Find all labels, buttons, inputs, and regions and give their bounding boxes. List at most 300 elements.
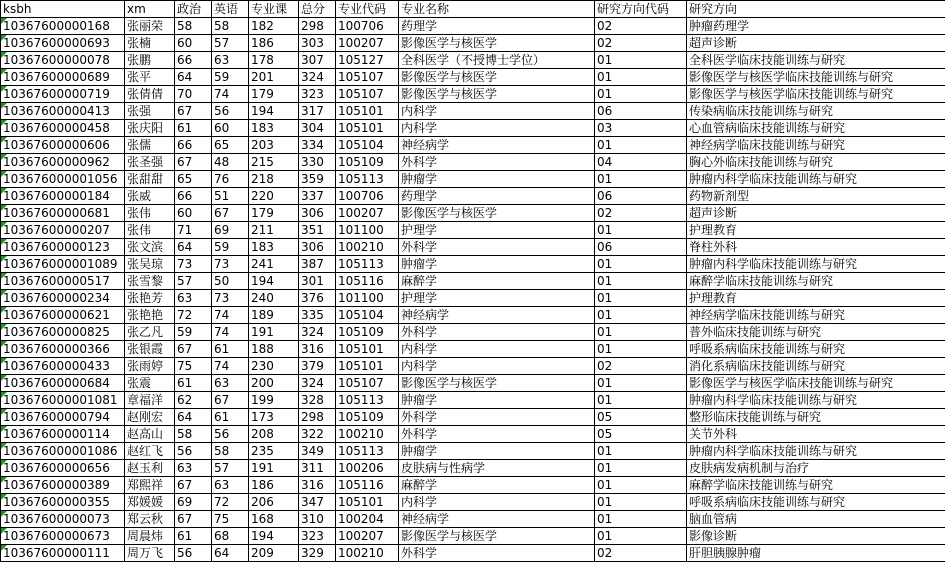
politics-cell[interactable]: 63: [175, 290, 212, 307]
major-name-cell[interactable]: 肿瘤学: [399, 256, 595, 273]
politics-cell[interactable]: 64: [175, 409, 212, 426]
name-cell[interactable]: 赵红飞: [125, 443, 175, 460]
major-name-cell[interactable]: 内科学: [399, 120, 595, 137]
politics-cell[interactable]: 75: [175, 358, 212, 375]
major-course-cell[interactable]: 179: [249, 205, 299, 222]
direction-code-cell[interactable]: 01: [595, 69, 687, 86]
name-cell[interactable]: 张庆阳: [125, 120, 175, 137]
direction-cell[interactable]: 胸心外临床技能训练与研究: [687, 154, 945, 171]
direction-cell[interactable]: 影像医学与核医学临床技能训练与研究: [687, 86, 945, 103]
direction-code-cell[interactable]: 01: [595, 528, 687, 545]
direction-code-cell[interactable]: 02: [595, 18, 687, 35]
english-cell[interactable]: 63: [212, 375, 249, 392]
direction-code-cell[interactable]: 06: [595, 103, 687, 120]
total-cell[interactable]: 359: [299, 171, 336, 188]
ksbh-cell[interactable]: 10367600000078: [1, 52, 125, 69]
english-cell[interactable]: 63: [212, 52, 249, 69]
total-cell[interactable]: 379: [299, 358, 336, 375]
direction-code-cell[interactable]: 01: [595, 256, 687, 273]
major-code-cell[interactable]: 105116: [336, 273, 399, 290]
politics-cell[interactable]: 70: [175, 86, 212, 103]
english-cell[interactable]: 51: [212, 188, 249, 205]
ksbh-cell[interactable]: 10367600000366: [1, 341, 125, 358]
ksbh-cell[interactable]: 10367600000184: [1, 188, 125, 205]
name-cell[interactable]: 张鹏: [125, 52, 175, 69]
name-cell[interactable]: 张威: [125, 188, 175, 205]
major-course-cell[interactable]: 182: [249, 18, 299, 35]
major-name-cell[interactable]: 外科学: [399, 154, 595, 171]
ksbh-cell[interactable]: 10367600000111: [1, 545, 125, 562]
english-cell[interactable]: 56: [212, 426, 249, 443]
total-cell[interactable]: 298: [299, 18, 336, 35]
ksbh-cell[interactable]: 103676000001056: [1, 171, 125, 188]
english-cell[interactable]: 74: [212, 358, 249, 375]
total-cell[interactable]: 317: [299, 103, 336, 120]
name-cell[interactable]: 赵玉利: [125, 460, 175, 477]
politics-cell[interactable]: 58: [175, 18, 212, 35]
politics-cell[interactable]: 67: [175, 154, 212, 171]
politics-cell[interactable]: 66: [175, 52, 212, 69]
english-cell[interactable]: 73: [212, 256, 249, 273]
english-cell[interactable]: 59: [212, 69, 249, 86]
major-name-cell[interactable]: 麻醉学: [399, 273, 595, 290]
total-cell[interactable]: 298: [299, 409, 336, 426]
ksbh-cell[interactable]: 10367600000684: [1, 375, 125, 392]
ksbh-cell[interactable]: 10367600000234: [1, 290, 125, 307]
english-cell[interactable]: 56: [212, 103, 249, 120]
direction-cell[interactable]: 肿瘤内科学临床技能训练与研究: [687, 256, 945, 273]
major-code-cell[interactable]: 105107: [336, 375, 399, 392]
total-cell[interactable]: 334: [299, 137, 336, 154]
major-course-cell[interactable]: 194: [249, 273, 299, 290]
name-cell[interactable]: 张平: [125, 69, 175, 86]
english-cell[interactable]: 67: [212, 205, 249, 222]
direction-code-cell[interactable]: 01: [595, 307, 687, 324]
ksbh-cell[interactable]: 10367600000621: [1, 307, 125, 324]
name-cell[interactable]: 张伟: [125, 205, 175, 222]
politics-cell[interactable]: 66: [175, 188, 212, 205]
direction-cell[interactable]: 护理教育: [687, 222, 945, 239]
name-cell[interactable]: 张雪黎: [125, 273, 175, 290]
major-course-cell[interactable]: 241: [249, 256, 299, 273]
major-course-cell[interactable]: 203: [249, 137, 299, 154]
direction-code-cell[interactable]: 05: [595, 409, 687, 426]
name-cell[interactable]: 张强: [125, 103, 175, 120]
direction-code-cell[interactable]: 02: [595, 358, 687, 375]
major-course-cell[interactable]: 209: [249, 545, 299, 562]
major-name-cell[interactable]: 影像医学与核医学: [399, 375, 595, 392]
name-cell[interactable]: 周万飞: [125, 545, 175, 562]
major-name-cell[interactable]: 外科学: [399, 324, 595, 341]
english-cell[interactable]: 61: [212, 409, 249, 426]
total-cell[interactable]: 349: [299, 443, 336, 460]
total-cell[interactable]: 316: [299, 341, 336, 358]
politics-cell[interactable]: 66: [175, 137, 212, 154]
name-cell[interactable]: 张伟: [125, 222, 175, 239]
ksbh-cell[interactable]: 103676000001086: [1, 443, 125, 460]
major-code-cell[interactable]: 105104: [336, 307, 399, 324]
total-cell[interactable]: 376: [299, 290, 336, 307]
major-course-cell[interactable]: 218: [249, 171, 299, 188]
major-course-cell[interactable]: 235: [249, 443, 299, 460]
english-cell[interactable]: 74: [212, 324, 249, 341]
english-cell[interactable]: 68: [212, 528, 249, 545]
name-cell[interactable]: 张儒: [125, 137, 175, 154]
total-cell[interactable]: 322: [299, 426, 336, 443]
major-name-cell[interactable]: 影像医学与核医学: [399, 69, 595, 86]
english-cell[interactable]: 60: [212, 120, 249, 137]
ksbh-cell[interactable]: 10367600000207: [1, 222, 125, 239]
major-code-cell[interactable]: 100210: [336, 239, 399, 256]
total-cell[interactable]: 303: [299, 35, 336, 52]
major-name-cell[interactable]: 内科学: [399, 494, 595, 511]
total-cell[interactable]: 316: [299, 477, 336, 494]
major-course-cell[interactable]: 194: [249, 528, 299, 545]
major-code-cell[interactable]: 105101: [336, 341, 399, 358]
major-name-cell[interactable]: 麻醉学: [399, 477, 595, 494]
major-course-cell[interactable]: 206: [249, 494, 299, 511]
direction-cell[interactable]: 消化系病临床技能训练与研究: [687, 358, 945, 375]
direction-cell[interactable]: 肿瘤内科学临床技能训练与研究: [687, 443, 945, 460]
major-course-cell[interactable]: 183: [249, 239, 299, 256]
direction-code-cell[interactable]: 03: [595, 120, 687, 137]
major-name-cell[interactable]: 神经病学: [399, 137, 595, 154]
ksbh-cell[interactable]: 10367600000458: [1, 120, 125, 137]
direction-cell[interactable]: 影像医学与核医学临床技能训练与研究: [687, 375, 945, 392]
major-course-cell[interactable]: 240: [249, 290, 299, 307]
ksbh-cell[interactable]: 10367600000693: [1, 35, 125, 52]
major-course-cell[interactable]: 178: [249, 52, 299, 69]
direction-cell[interactable]: 全科医学临床技能训练与研究: [687, 52, 945, 69]
name-cell[interactable]: 张震: [125, 375, 175, 392]
direction-cell[interactable]: 普外临床技能训练与研究: [687, 324, 945, 341]
politics-cell[interactable]: 56: [175, 443, 212, 460]
name-cell[interactable]: 赵高山: [125, 426, 175, 443]
name-cell[interactable]: 赵刚宏: [125, 409, 175, 426]
total-cell[interactable]: 324: [299, 324, 336, 341]
major-code-cell[interactable]: 105109: [336, 324, 399, 341]
major-code-cell[interactable]: 100207: [336, 528, 399, 545]
direction-code-cell[interactable]: 01: [595, 171, 687, 188]
major-code-cell[interactable]: 105113: [336, 392, 399, 409]
major-course-cell[interactable]: 189: [249, 307, 299, 324]
direction-code-cell[interactable]: 01: [595, 273, 687, 290]
politics-cell[interactable]: 61: [175, 120, 212, 137]
name-cell[interactable]: 张圣强: [125, 154, 175, 171]
major-code-cell[interactable]: 100210: [336, 426, 399, 443]
major-name-cell[interactable]: 影像医学与核医学: [399, 35, 595, 52]
direction-cell[interactable]: 超声诊断: [687, 205, 945, 222]
major-name-cell[interactable]: 药理学: [399, 18, 595, 35]
direction-code-cell[interactable]: 01: [595, 86, 687, 103]
total-cell[interactable]: 329: [299, 545, 336, 562]
major-code-cell[interactable]: 105101: [336, 358, 399, 375]
direction-cell[interactable]: 心血管病临床技能训练与研究: [687, 120, 945, 137]
politics-cell[interactable]: 67: [175, 341, 212, 358]
direction-cell[interactable]: 影像诊断: [687, 528, 945, 545]
major-name-cell[interactable]: 内科学: [399, 341, 595, 358]
politics-cell[interactable]: 61: [175, 375, 212, 392]
politics-cell[interactable]: 71: [175, 222, 212, 239]
politics-cell[interactable]: 73: [175, 256, 212, 273]
major-name-cell[interactable]: 影像医学与核医学: [399, 205, 595, 222]
direction-code-cell[interactable]: 04: [595, 154, 687, 171]
major-course-cell[interactable]: 186: [249, 35, 299, 52]
politics-cell[interactable]: 58: [175, 426, 212, 443]
english-cell[interactable]: 67: [212, 392, 249, 409]
major-name-cell[interactable]: 药理学: [399, 188, 595, 205]
politics-cell[interactable]: 67: [175, 477, 212, 494]
total-cell[interactable]: 323: [299, 528, 336, 545]
direction-code-cell[interactable]: 01: [595, 375, 687, 392]
english-cell[interactable]: 57: [212, 460, 249, 477]
total-cell[interactable]: 324: [299, 375, 336, 392]
ksbh-cell[interactable]: 10367600000719: [1, 86, 125, 103]
direction-cell[interactable]: 药物新剂型: [687, 188, 945, 205]
total-cell[interactable]: 330: [299, 154, 336, 171]
total-cell[interactable]: 311: [299, 460, 336, 477]
politics-cell[interactable]: 67: [175, 511, 212, 528]
direction-cell[interactable]: 神经病学临床技能训练与研究: [687, 307, 945, 324]
ksbh-cell[interactable]: 10367600000389: [1, 477, 125, 494]
total-cell[interactable]: 307: [299, 52, 336, 69]
english-cell[interactable]: 48: [212, 154, 249, 171]
ksbh-cell[interactable]: 10367600000794: [1, 409, 125, 426]
ksbh-cell[interactable]: 10367600000606: [1, 137, 125, 154]
politics-cell[interactable]: 63: [175, 460, 212, 477]
ksbh-cell[interactable]: 10367600000517: [1, 273, 125, 290]
major-course-cell[interactable]: 173: [249, 409, 299, 426]
major-name-cell[interactable]: 神经病学: [399, 511, 595, 528]
english-cell[interactable]: 72: [212, 494, 249, 511]
direction-cell[interactable]: 肝胆胰腺肿瘤: [687, 545, 945, 562]
direction-code-cell[interactable]: 02: [595, 205, 687, 222]
major-course-cell[interactable]: 211: [249, 222, 299, 239]
total-cell[interactable]: 387: [299, 256, 336, 273]
ksbh-cell[interactable]: 10367600000355: [1, 494, 125, 511]
total-cell[interactable]: 351: [299, 222, 336, 239]
direction-code-cell[interactable]: 01: [595, 52, 687, 69]
english-cell[interactable]: 75: [212, 511, 249, 528]
ksbh-cell[interactable]: 10367600000962: [1, 154, 125, 171]
politics-cell[interactable]: 72: [175, 307, 212, 324]
direction-cell[interactable]: 呼吸系病临床技能训练与研究: [687, 341, 945, 358]
english-cell[interactable]: 74: [212, 307, 249, 324]
major-name-cell[interactable]: 内科学: [399, 103, 595, 120]
direction-cell[interactable]: 关节外科: [687, 426, 945, 443]
major-name-cell[interactable]: 全科医学（不授博士学位）: [399, 52, 595, 69]
direction-code-cell[interactable]: 01: [595, 222, 687, 239]
direction-code-cell[interactable]: 01: [595, 511, 687, 528]
direction-code-cell[interactable]: 01: [595, 137, 687, 154]
english-cell[interactable]: 65: [212, 137, 249, 154]
major-course-cell[interactable]: 200: [249, 375, 299, 392]
direction-cell[interactable]: 麻醉学临床技能训练与研究: [687, 273, 945, 290]
major-course-cell[interactable]: 179: [249, 86, 299, 103]
english-cell[interactable]: 76: [212, 171, 249, 188]
ksbh-cell[interactable]: 10367600000413: [1, 103, 125, 120]
major-name-cell[interactable]: 外科学: [399, 409, 595, 426]
direction-cell[interactable]: 神经病学临床技能训练与研究: [687, 137, 945, 154]
major-code-cell[interactable]: 105101: [336, 103, 399, 120]
ksbh-cell[interactable]: 10367600000433: [1, 358, 125, 375]
direction-code-cell[interactable]: 02: [595, 35, 687, 52]
english-cell[interactable]: 69: [212, 222, 249, 239]
ksbh-cell[interactable]: 103676000001089: [1, 256, 125, 273]
major-name-cell[interactable]: 影像医学与核医学: [399, 528, 595, 545]
politics-cell[interactable]: 60: [175, 35, 212, 52]
direction-cell[interactable]: 呼吸系病临床技能训练与研究: [687, 494, 945, 511]
total-cell[interactable]: 306: [299, 205, 336, 222]
major-course-cell[interactable]: 208: [249, 426, 299, 443]
english-cell[interactable]: 64: [212, 545, 249, 562]
major-code-cell[interactable]: 105113: [336, 171, 399, 188]
major-name-cell[interactable]: 肿瘤学: [399, 443, 595, 460]
english-cell[interactable]: 58: [212, 443, 249, 460]
major-code-cell[interactable]: 100206: [336, 460, 399, 477]
name-cell[interactable]: 张乙凡: [125, 324, 175, 341]
direction-code-cell[interactable]: 01: [595, 290, 687, 307]
direction-cell[interactable]: 麻醉学临床技能训练与研究: [687, 477, 945, 494]
major-code-cell[interactable]: 105113: [336, 443, 399, 460]
major-code-cell[interactable]: 105109: [336, 409, 399, 426]
major-course-cell[interactable]: 188: [249, 341, 299, 358]
direction-code-cell[interactable]: 01: [595, 392, 687, 409]
english-cell[interactable]: 50: [212, 273, 249, 290]
major-code-cell[interactable]: 100207: [336, 35, 399, 52]
major-course-cell[interactable]: 230: [249, 358, 299, 375]
major-code-cell[interactable]: 105101: [336, 494, 399, 511]
total-cell[interactable]: 306: [299, 239, 336, 256]
direction-code-cell[interactable]: 05: [595, 426, 687, 443]
major-code-cell[interactable]: 105116: [336, 477, 399, 494]
direction-cell[interactable]: 脑血管病: [687, 511, 945, 528]
major-name-cell[interactable]: 内科学: [399, 358, 595, 375]
name-cell[interactable]: 张艳芳: [125, 290, 175, 307]
english-cell[interactable]: 63: [212, 477, 249, 494]
politics-cell[interactable]: 61: [175, 528, 212, 545]
major-course-cell[interactable]: 201: [249, 69, 299, 86]
english-cell[interactable]: 73: [212, 290, 249, 307]
ksbh-cell[interactable]: 10367600000689: [1, 69, 125, 86]
total-cell[interactable]: 337: [299, 188, 336, 205]
politics-cell[interactable]: 60: [175, 205, 212, 222]
total-cell[interactable]: 328: [299, 392, 336, 409]
major-code-cell[interactable]: 105107: [336, 69, 399, 86]
major-code-cell[interactable]: 100706: [336, 188, 399, 205]
total-cell[interactable]: 310: [299, 511, 336, 528]
ksbh-cell[interactable]: 10367600000825: [1, 324, 125, 341]
direction-code-cell[interactable]: 01: [595, 460, 687, 477]
direction-cell[interactable]: 皮肤病发病机制与治疗: [687, 460, 945, 477]
total-cell[interactable]: 347: [299, 494, 336, 511]
direction-code-cell[interactable]: 01: [595, 494, 687, 511]
total-cell[interactable]: 335: [299, 307, 336, 324]
major-code-cell[interactable]: 100204: [336, 511, 399, 528]
politics-cell[interactable]: 69: [175, 494, 212, 511]
major-code-cell[interactable]: 101100: [336, 222, 399, 239]
english-cell[interactable]: 74: [212, 86, 249, 103]
direction-cell[interactable]: 肿瘤内科学临床技能训练与研究: [687, 392, 945, 409]
name-cell[interactable]: 郑媛媛: [125, 494, 175, 511]
politics-cell[interactable]: 56: [175, 545, 212, 562]
direction-cell[interactable]: 护理教育: [687, 290, 945, 307]
name-cell[interactable]: 张吴琼: [125, 256, 175, 273]
major-code-cell[interactable]: 100210: [336, 545, 399, 562]
direction-code-cell[interactable]: 01: [595, 477, 687, 494]
ksbh-cell[interactable]: 10367600000073: [1, 511, 125, 528]
politics-cell[interactable]: 67: [175, 103, 212, 120]
major-name-cell[interactable]: 神经病学: [399, 307, 595, 324]
direction-code-cell[interactable]: 01: [595, 443, 687, 460]
direction-cell[interactable]: 传染病临床技能训练与研究: [687, 103, 945, 120]
ksbh-cell[interactable]: 10367600000656: [1, 460, 125, 477]
major-name-cell[interactable]: 外科学: [399, 239, 595, 256]
english-cell[interactable]: 57: [212, 35, 249, 52]
name-cell[interactable]: 张甜甜: [125, 171, 175, 188]
politics-cell[interactable]: 65: [175, 171, 212, 188]
ksbh-cell[interactable]: 10367600000114: [1, 426, 125, 443]
direction-cell[interactable]: 超声诊断: [687, 35, 945, 52]
politics-cell[interactable]: 64: [175, 239, 212, 256]
name-cell[interactable]: 张雨婷: [125, 358, 175, 375]
direction-code-cell[interactable]: 02: [595, 545, 687, 562]
name-cell[interactable]: 张楠: [125, 35, 175, 52]
major-course-cell[interactable]: 168: [249, 511, 299, 528]
name-cell[interactable]: 郑云秋: [125, 511, 175, 528]
ksbh-cell[interactable]: 10367600000123: [1, 239, 125, 256]
politics-cell[interactable]: 64: [175, 69, 212, 86]
major-name-cell[interactable]: 肿瘤学: [399, 171, 595, 188]
major-name-cell[interactable]: 外科学: [399, 426, 595, 443]
total-cell[interactable]: 301: [299, 273, 336, 290]
total-cell[interactable]: 324: [299, 69, 336, 86]
direction-code-cell[interactable]: 01: [595, 324, 687, 341]
major-name-cell[interactable]: 外科学: [399, 545, 595, 562]
major-name-cell[interactable]: 肿瘤学: [399, 392, 595, 409]
direction-code-cell[interactable]: 06: [595, 239, 687, 256]
direction-cell[interactable]: 肿瘤内科学临床技能训练与研究: [687, 171, 945, 188]
politics-cell[interactable]: 59: [175, 324, 212, 341]
direction-cell[interactable]: 影像医学与核医学临床技能训练与研究: [687, 69, 945, 86]
major-name-cell[interactable]: 护理学: [399, 290, 595, 307]
name-cell[interactable]: 郑熙祥: [125, 477, 175, 494]
total-cell[interactable]: 304: [299, 120, 336, 137]
name-cell[interactable]: 章福洋: [125, 392, 175, 409]
major-code-cell[interactable]: 105127: [336, 52, 399, 69]
direction-cell[interactable]: 肿瘤药理学: [687, 18, 945, 35]
name-cell[interactable]: 张丽荣: [125, 18, 175, 35]
major-code-cell[interactable]: 105113: [336, 256, 399, 273]
major-name-cell[interactable]: 护理学: [399, 222, 595, 239]
major-code-cell[interactable]: 105101: [336, 120, 399, 137]
name-cell[interactable]: 张艳艳: [125, 307, 175, 324]
major-course-cell[interactable]: 183: [249, 120, 299, 137]
ksbh-cell[interactable]: 10367600000681: [1, 205, 125, 222]
major-course-cell[interactable]: 194: [249, 103, 299, 120]
major-code-cell[interactable]: 100207: [336, 205, 399, 222]
direction-cell[interactable]: 脊柱外科: [687, 239, 945, 256]
name-cell[interactable]: 张文滨: [125, 239, 175, 256]
major-name-cell[interactable]: 皮肤病与性病学: [399, 460, 595, 477]
major-course-cell[interactable]: 191: [249, 324, 299, 341]
major-course-cell[interactable]: 191: [249, 460, 299, 477]
politics-cell[interactable]: 62: [175, 392, 212, 409]
direction-code-cell[interactable]: 01: [595, 341, 687, 358]
major-course-cell[interactable]: 215: [249, 154, 299, 171]
total-cell[interactable]: 323: [299, 86, 336, 103]
major-code-cell[interactable]: 105104: [336, 137, 399, 154]
